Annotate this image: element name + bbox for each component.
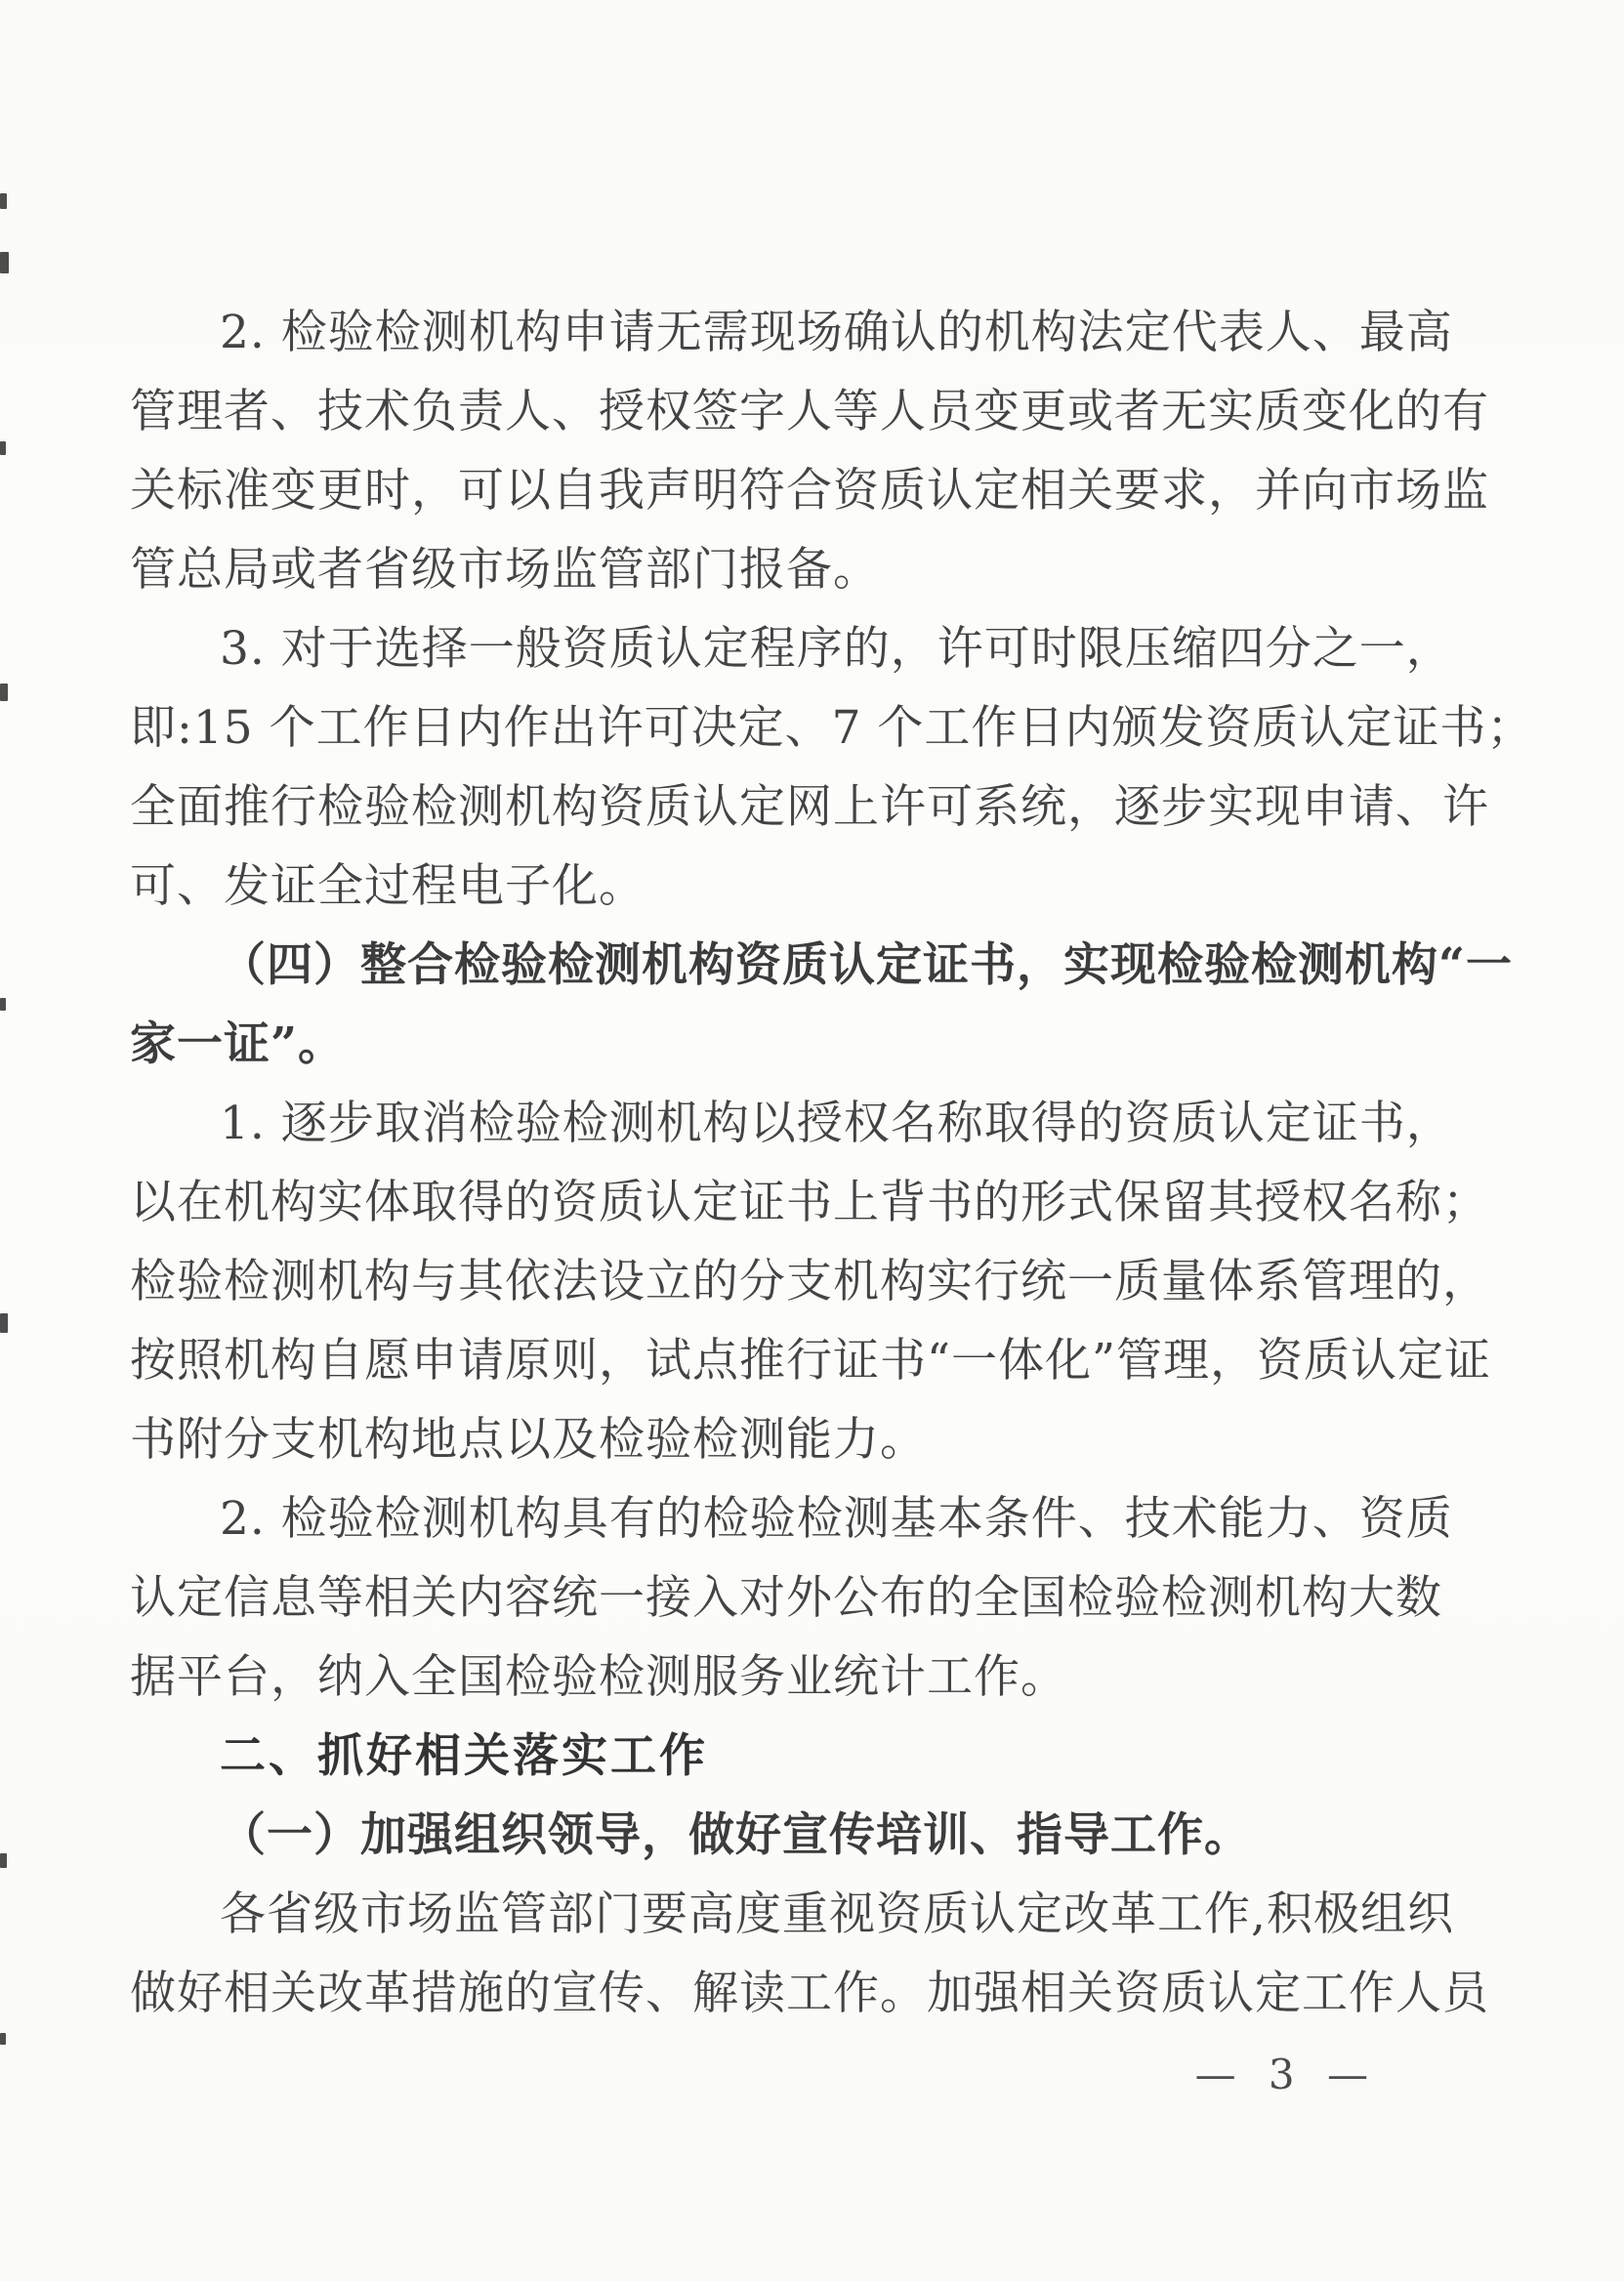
text-line: 家一证”。	[130, 1017, 346, 1071]
paragraph	[130, 1875, 1499, 2033]
text-line: 以在机构实体取得的资质认定证书上背书的形式保留其授权名称；	[130, 1176, 1489, 1229]
paragraph	[130, 1479, 1499, 1717]
paragraph	[130, 609, 1534, 926]
text-line: 管总局或者省级市场监管部门报备。	[130, 543, 880, 597]
text-line: 二、抓好相关落实工作	[220, 1729, 708, 1783]
paragraph	[130, 1796, 1499, 1875]
paragraph	[130, 926, 1514, 1084]
text-line: 各省级市场监管部门要高度重视资质认定改革工作,积极组织	[220, 1887, 1454, 1941]
page-number: — 3 —	[1194, 2051, 1378, 2098]
text-line: 按照机构自愿申请原则，试点推行证书“一体化”管理，资质认定证	[130, 1334, 1492, 1388]
document-body	[130, 293, 1534, 2033]
text-line: （一）加强组织领导，做好宣传培训、指导工作。	[220, 1808, 1251, 1862]
scan-artifact	[0, 193, 7, 209]
scan-artifact	[0, 2033, 6, 2045]
text-line: 3. 对于选择一般资质认定程序的，许可时限压缩四分之一，	[220, 622, 1453, 676]
text-line: 关标准变更时，可以自我声明符合资质认定相关要求，并向市场监	[130, 464, 1489, 518]
scan-artifact	[0, 441, 6, 455]
scan-artifact	[0, 1313, 8, 1333]
text-line: 认定信息等相关内容统一接入对外公布的全国检验检测机构大数	[130, 1571, 1442, 1625]
text-line: 2. 检验检测机构申请无需现场确认的机构法定代表人、最高	[220, 306, 1453, 359]
paragraph	[130, 293, 1499, 609]
paragraph	[130, 1717, 1499, 1796]
paragraph	[130, 1084, 1499, 1479]
text-line: 检验检测机构与其依法设立的分支机构实行统一质量体系管理的，	[130, 1255, 1489, 1308]
text-line: （四）整合检验检测机构资质认定证书，实现检验检测机构“一	[220, 938, 1514, 992]
text-line: 据平台，纳入全国检验检测服务业统计工作。	[130, 1650, 1067, 1704]
text-line: 1. 逐步取消检验检测机构以授权名称取得的资质认定证书，	[220, 1097, 1453, 1150]
scan-artifact	[0, 252, 9, 273]
scan-artifact	[0, 1853, 7, 1868]
text-line: 2. 检验检测机构具有的检验检测基本条件、技术能力、资质	[220, 1492, 1453, 1546]
scan-artifact	[0, 684, 8, 701]
text-line: 做好相关改革措施的宣传、解读工作。加强相关资质认定工作人员	[130, 1967, 1489, 2020]
scan-artifact	[0, 998, 6, 1011]
text-line: 管理者、技术负责人、授权签字人等人员变更或者无实质变化的有	[130, 385, 1489, 438]
text-line: 全面推行检验检测机构资质认定网上许可系统，逐步实现申请、许	[130, 780, 1489, 834]
text-line: 书附分支机构地点以及检验检测能力。	[130, 1413, 927, 1467]
text-line: 即:15 个工作日内作出许可决定、7 个工作日内颁发资质认定证书；	[130, 701, 1534, 755]
text-line: 可、发证全过程电子化。	[130, 859, 645, 913]
